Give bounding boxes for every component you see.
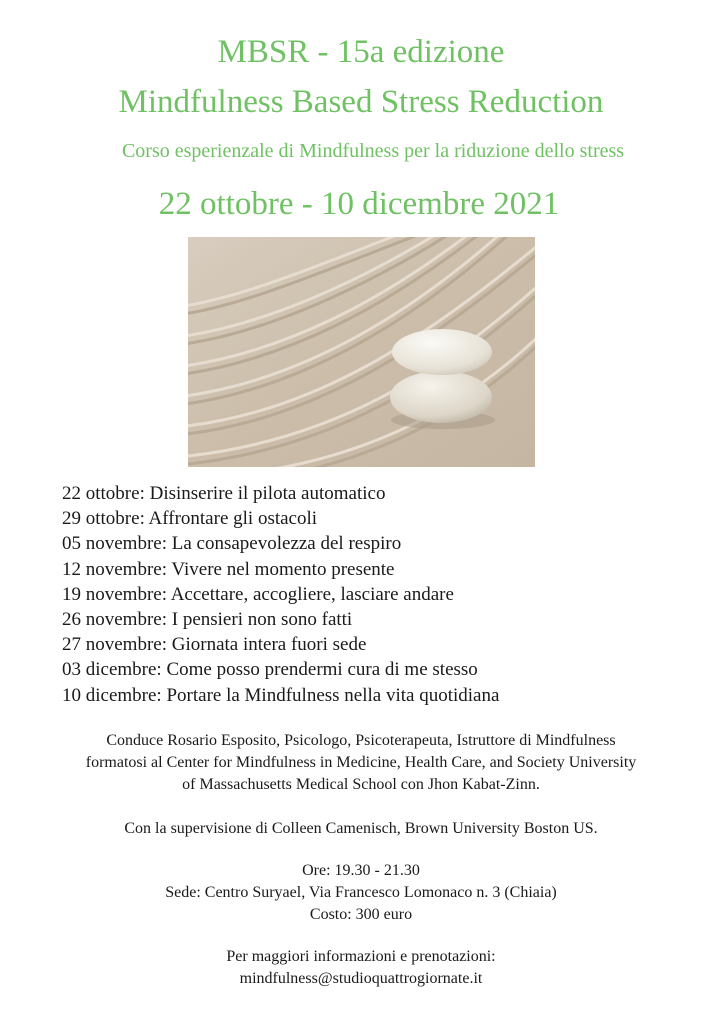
instructor-line: Conduce Rosario Esposito, Psicologo, Psicoterapeuta, Istruttore di Mindfulness <box>106 732 616 749</box>
schedule-item: 05 novembre: La consapevolezza del respiro <box>62 533 402 555</box>
instructor-line: of Massachusetts Medical School con Jhon Kabat-Zinn. <box>182 776 540 793</box>
contact-heading: Per maggiori informazioni e prenotazioni: <box>226 948 496 965</box>
course-subtitle: Corso esperienzale di Mindfulness per la riduzione dello stress <box>121 140 625 162</box>
schedule-item: 26 novembre: I pensieri non sono fatti <box>62 609 353 631</box>
zen-stones-image <box>188 237 535 467</box>
schedule-item: 03 dicembre: Come posso prendermi cura di me stesso <box>62 659 478 681</box>
instructor-info <box>0 730 722 796</box>
course-title: MBSR - 15a edizione <box>217 34 505 70</box>
schedule-item: 27 novembre: Giornata intera fuori sede <box>62 634 367 656</box>
schedule-item: 19 novembre: Accettare, accogliere, lasciare andare <box>62 583 454 605</box>
venue-info: Sede: Centro Suryael, Via Francesco Lomonaco n. 3 (Chiaia) <box>165 884 557 901</box>
schedule-item: 12 novembre: Vivere nel momento presente <box>62 558 395 580</box>
contact-info <box>0 946 722 990</box>
supervision-line: Con la supervisione di Colleen Camenisch, Brown University Boston US. <box>124 820 598 837</box>
schedule-item: 29 ottobre: Affrontare gli ostacoli <box>62 508 318 530</box>
instructor-line: formatosi al Center for Mindfulness in Medicine, Health Care, and Society University <box>85 754 637 771</box>
time-info: Ore: 19.30 - 21.30 <box>302 862 420 879</box>
contact-email[interactable]: mindfulness@studioquattrogiornate.it <box>239 970 483 987</box>
supervision-info <box>0 818 722 840</box>
cost-info: Costo: 300 euro <box>309 906 413 923</box>
course-dates: 22 ottobre - 10 dicembre 2021 <box>158 186 560 222</box>
logistics-info <box>0 860 722 926</box>
schedule-item: 22 ottobre: Disinserire il pilota automatico <box>62 483 386 504</box>
schedule-item: 10 dicembre: Portare la Mindfulness nella vita quotidiana <box>62 684 500 706</box>
course-full-name: Mindfulness Based Stress Reduction <box>118 84 604 120</box>
session-schedule <box>62 481 499 708</box>
